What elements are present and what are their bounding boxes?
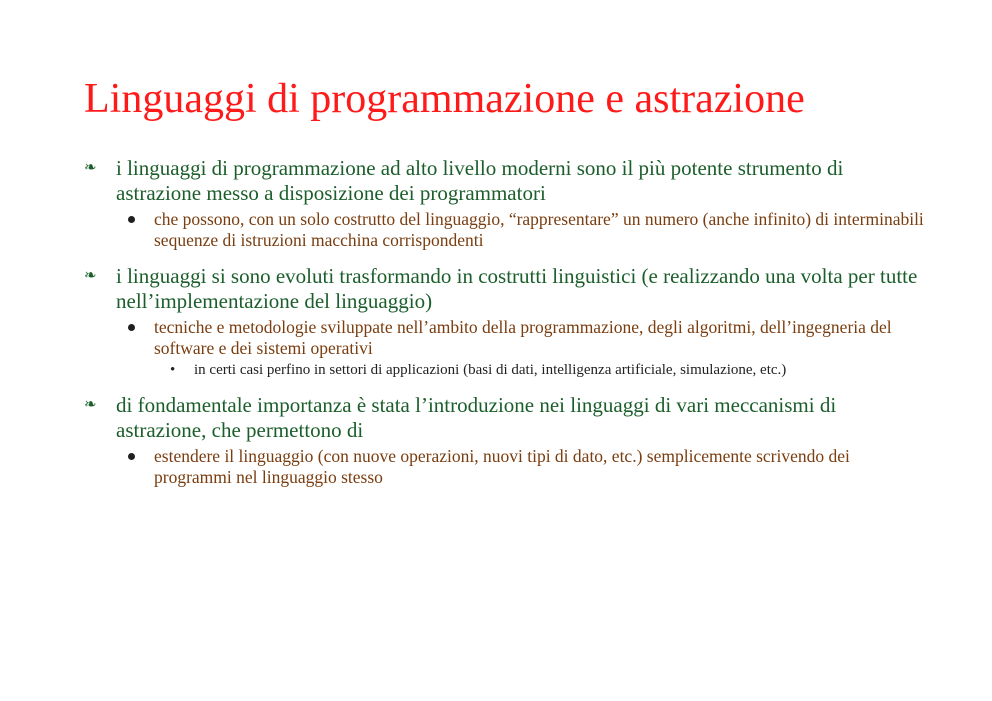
sub-sub-bullet-text: in certi casi perfino in settori di applicazioni (basi di dati, intelligenza artificiale, simulazione, etc.) xyxy=(194,362,787,378)
floral-heart-bullet-icon: ❧ xyxy=(84,268,97,284)
bullet-item xyxy=(84,393,924,488)
sub-bullet-text: tecniche e metodologie sviluppate nell’ambito della programmazione, degli algoritmi, dell’ingegneria del software e dei sistemi operativi xyxy=(154,317,892,358)
floral-heart-bullet-icon: ❧ xyxy=(84,397,97,413)
bullet-text: di fondamentale importanza è stata l’introduzione nei linguaggi di vari meccanismi di astrazione, che permettono di xyxy=(116,393,837,442)
sub-sub-bullet-item xyxy=(154,361,924,380)
bullet-text: i linguaggi di programmazione ad alto livello moderni sono il più potente strumento di astrazione messo a disposizione dei programmatori xyxy=(116,156,844,205)
slide-title: Linguaggi di programmazione e astrazione xyxy=(84,76,805,122)
dot-bullet-icon xyxy=(128,324,135,331)
sub-bullet-text: che possono, con un solo costrutto del linguaggio, “rappresentare” un numero (anche infinito) di interminabili sequenze di istruzioni macchina corrispondenti xyxy=(154,209,924,250)
bullet-item xyxy=(84,264,924,380)
sub-bullet-item xyxy=(116,317,924,380)
sub-bullet-item xyxy=(116,209,924,251)
dot-bullet-icon xyxy=(128,216,135,223)
floral-heart-bullet-icon: ❧ xyxy=(84,160,97,176)
sub-bullet-item xyxy=(116,446,924,488)
bullet-text: i linguaggi si sono evoluti trasformando in costrutti linguistici (e realizzando una volta per tutte nell’implementazione del linguaggio) xyxy=(116,264,918,313)
bullet-item xyxy=(84,156,924,251)
small-dot-bullet-icon: • xyxy=(170,362,176,378)
dot-bullet-icon xyxy=(128,453,135,460)
slide-content xyxy=(84,156,924,501)
sub-bullet-text: estendere il linguaggio (con nuove operazioni, nuovi tipi di dato, etc.) semplicemente scrivendo dei programmi nel linguaggio stesso xyxy=(154,446,850,487)
